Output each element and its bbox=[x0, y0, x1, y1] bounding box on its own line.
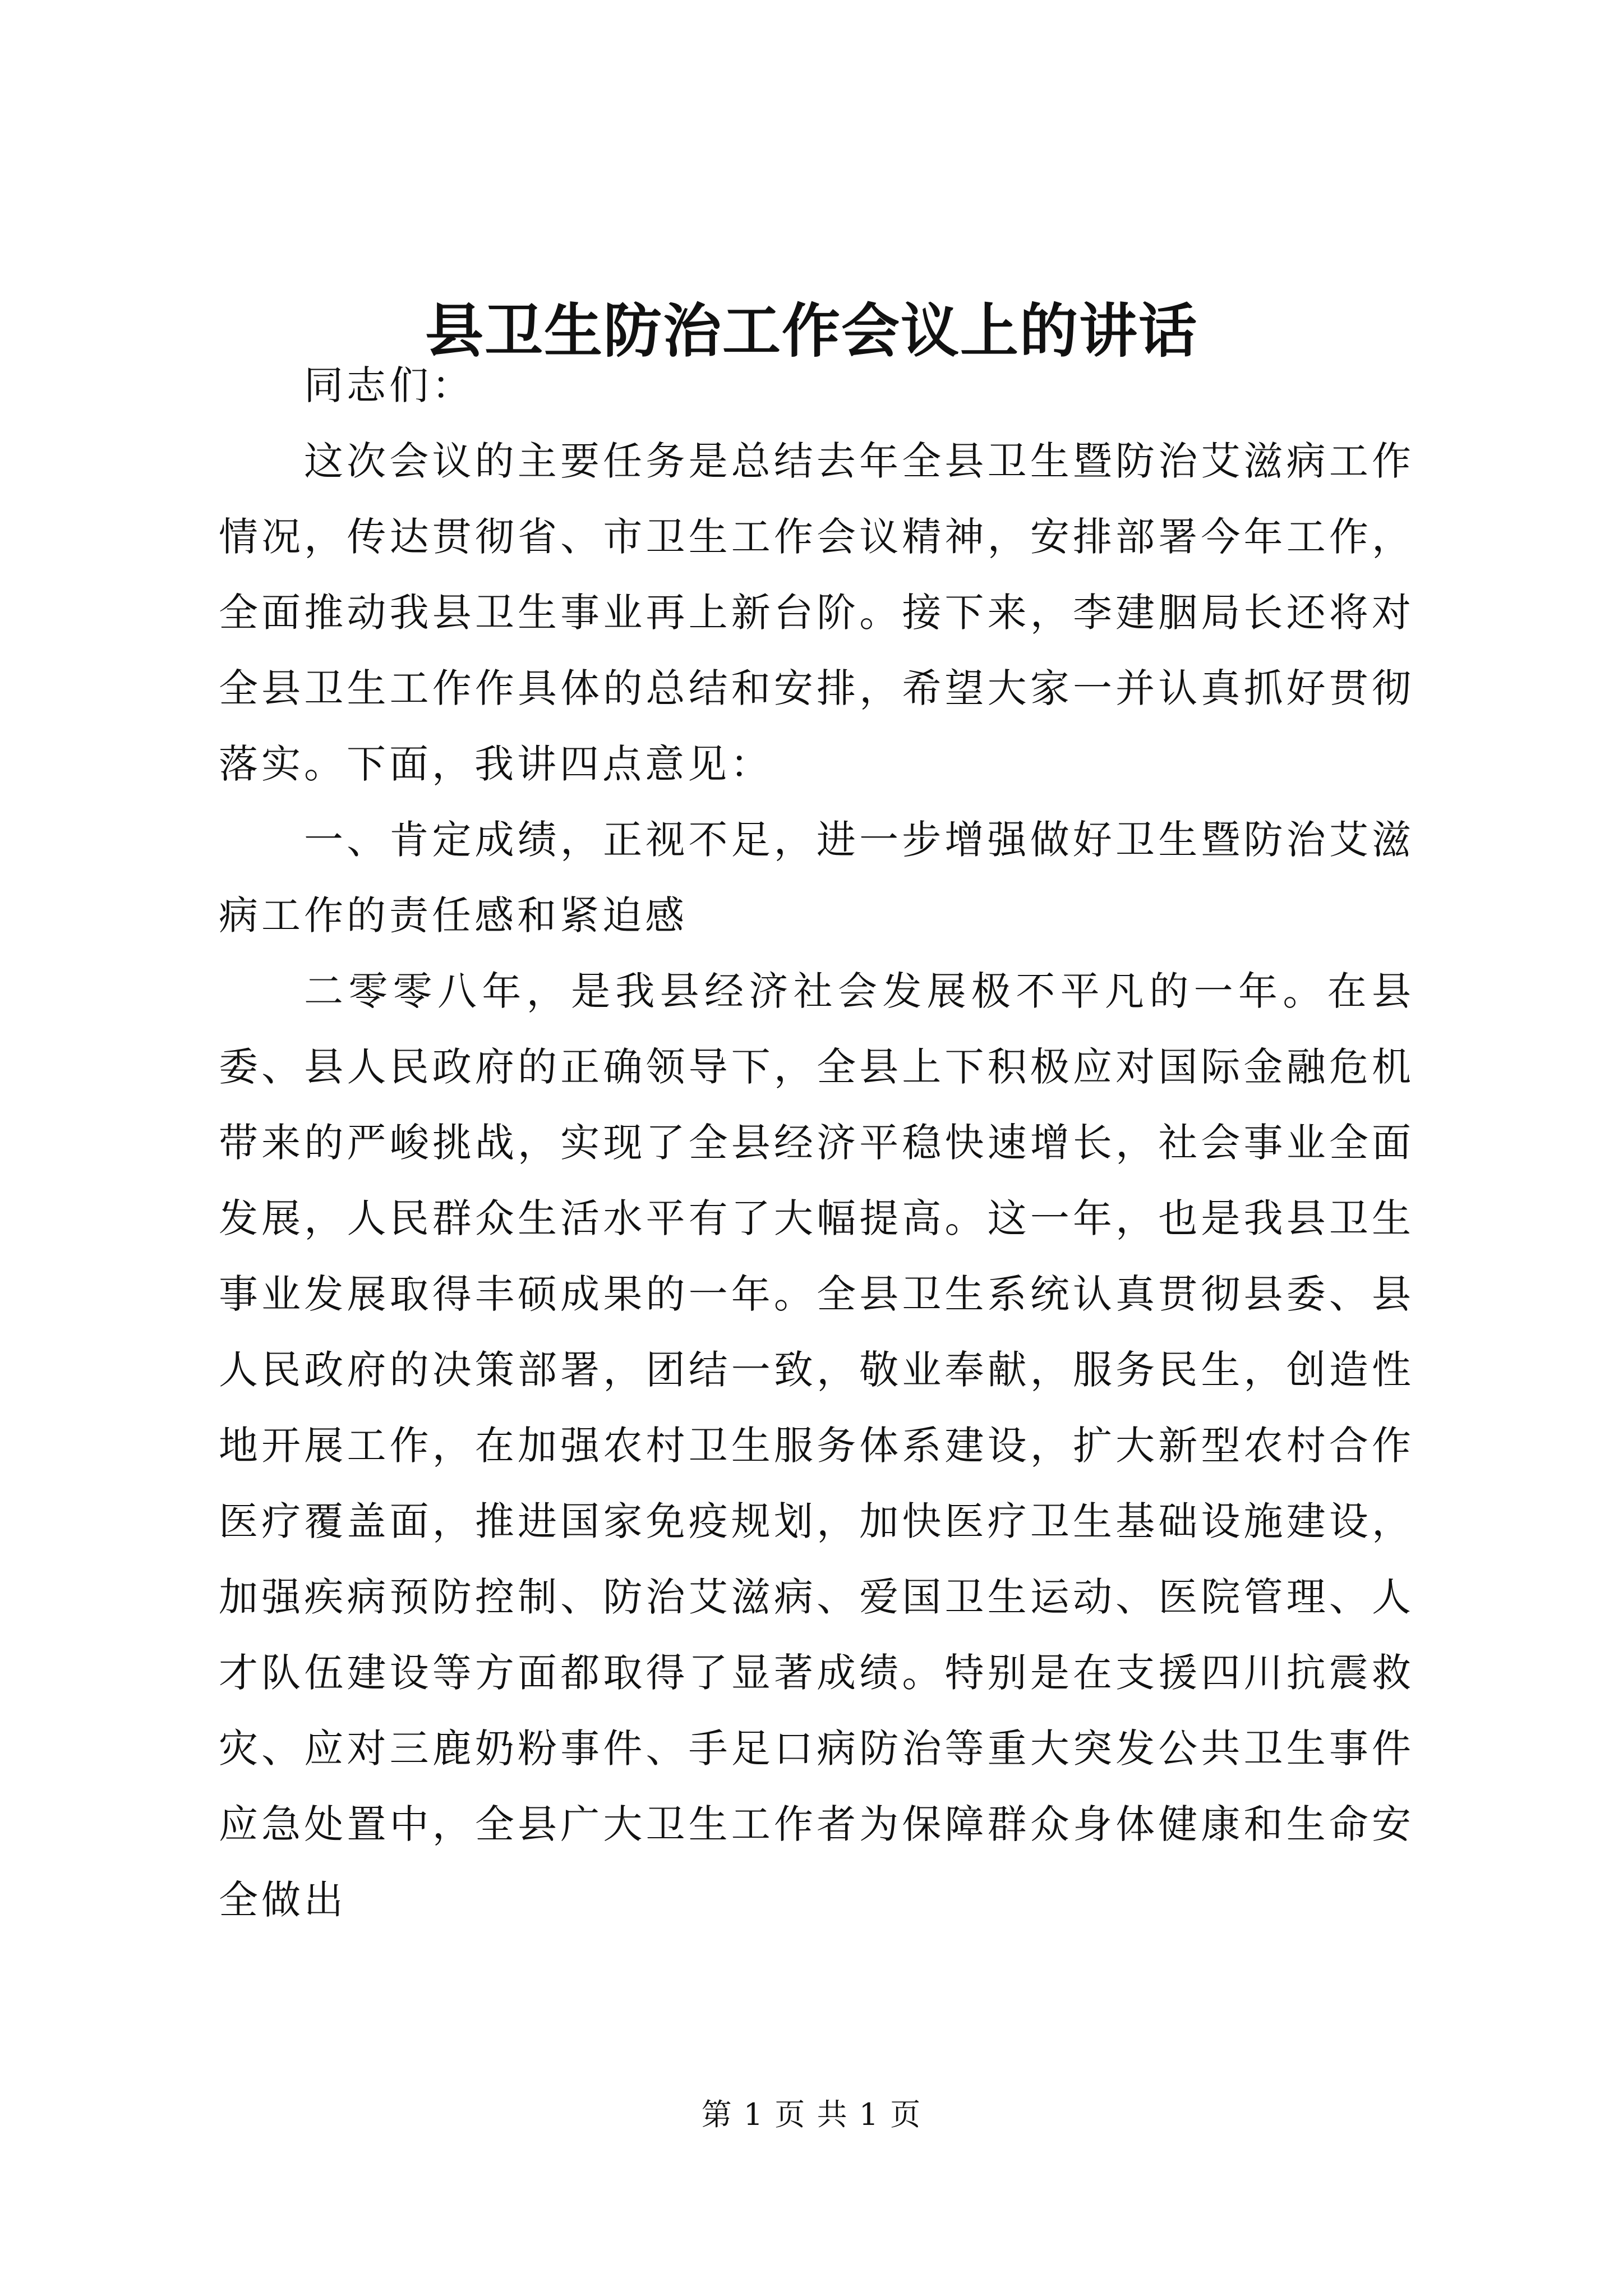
body-paragraph: 二零零八年，是我县经济社会发展极不平凡的一年。在县委、县人民政府的正确领导下，全县上下积极应对国际金融危机带来的严峻挑战，实现了全县经济平稳快速增长，社会事业全面发展，人民群众生活水平有了大幅提高。这一年，也是我县卫生事业发展取得丰硕成果的一年。全县卫生系统认真贯彻县委、县人民政府的决策部署，团结一致，敬业奉献，服务民生，创造性地开展工作，在加强农村卫生服务体系建设，扩大新型农村合作医疗覆盖面，推进国家免疫规划，加快医疗卫生基础设施建设，加强疾病预防控制、防治艾滋病、爱国卫生运动、医院管理、人才队伍建设等方面都取得了显著成绩。特别是在支援四川抗震救灾、应对三鹿奶粉事件、手足口病防治等重大突发公共卫生事件应急处置中，全县广大卫生工作者为保障群众身体健康和生命安全做出 bbox=[219, 968, 1414, 1923]
page-footer: 第 1 页 共 1 页 bbox=[701, 2097, 922, 2132]
salutation-paragraph: 同志们： bbox=[304, 362, 474, 408]
intro-paragraph: 这次会议的主要任务是总结去年全县卫生暨防治艾滋病工作情况，传达贯彻省、市卫生工作会议精神，安排部署今年工作，全面推动我县卫生事业再上新台阶。接下来，李建胭局长还将对全县卫生工作作具体的总结和安排，希望大家一并认真抓好贯彻落实。下面，我讲四点意见： bbox=[219, 438, 1414, 787]
document-body bbox=[219, 348, 1414, 1938]
section-heading-paragraph: 一、肯定成绩，正视不足，进一步增强做好卫生暨防治艾滋病工作的责任感和紧迫感 bbox=[219, 817, 1414, 938]
document-title: 县卫生防治工作会议上的讲话 bbox=[425, 296, 1198, 365]
